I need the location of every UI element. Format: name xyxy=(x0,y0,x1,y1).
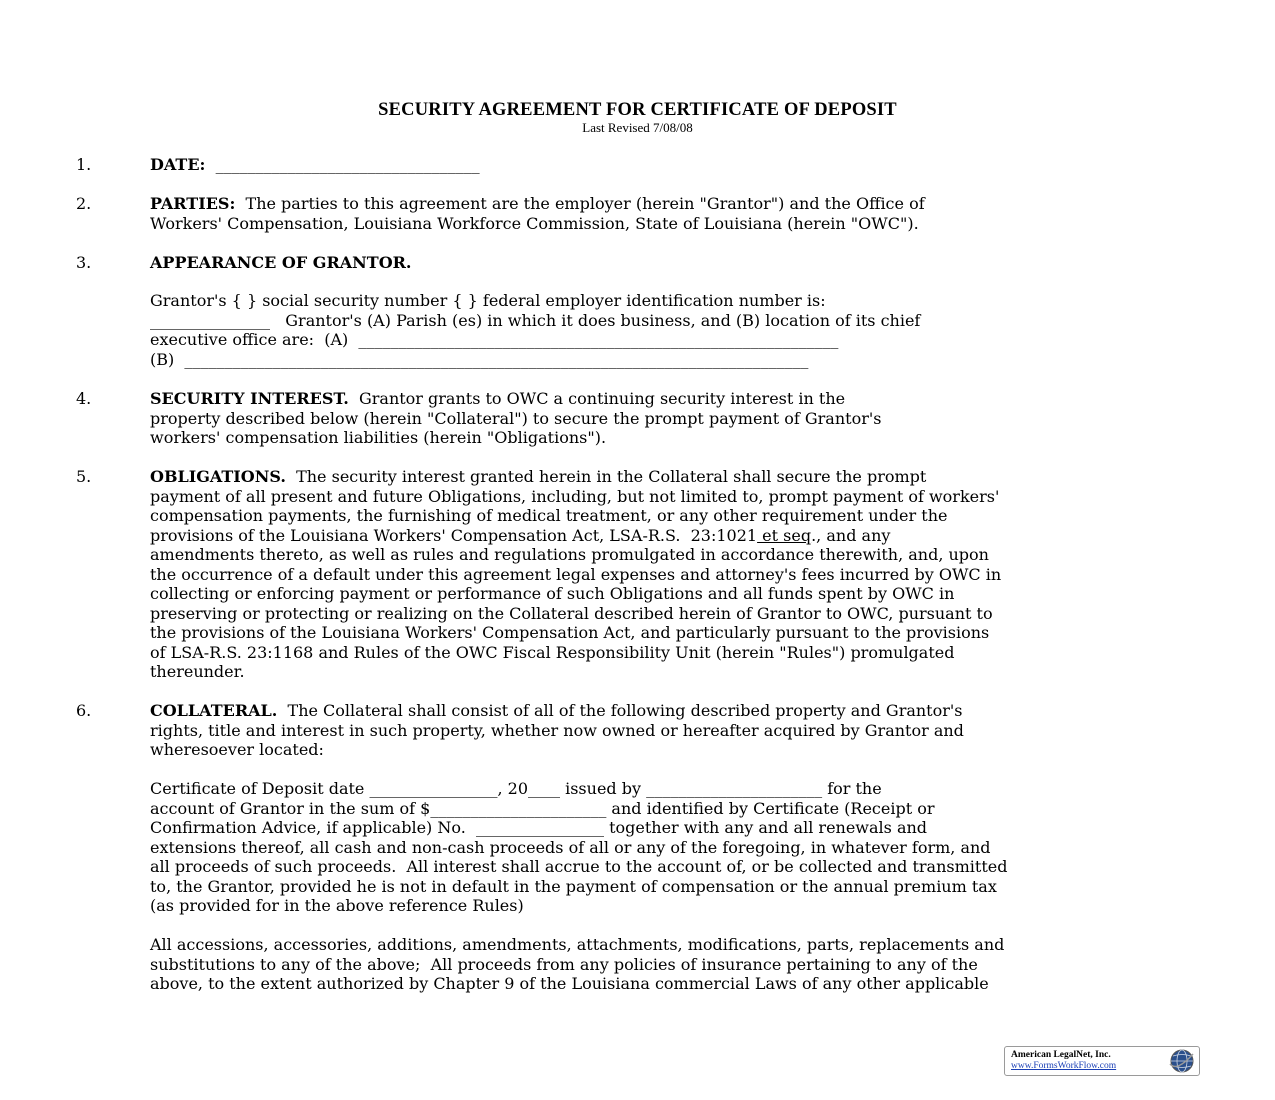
cd-line-1: Certificate of Deposit date ________________, 20____ issued by ______________________ for the xyxy=(150,779,882,798)
section-5-heading: OBLIGATIONS. xyxy=(150,467,286,486)
section-1-date xyxy=(150,155,480,175)
date-blank: _________________________________ xyxy=(205,155,480,174)
section-5-line-6: the occurrence of a default under this agreement legal expenses and attorney's fees incurred by OWC in xyxy=(150,564,1002,584)
section-6-line-2: rights, title and interest in such property, whether now owned or hereafter acquired by Grantor and xyxy=(150,720,964,740)
document-revision: Last Revised 7/08/08 xyxy=(582,120,693,135)
section-4-number: 4. xyxy=(76,389,92,408)
cd-line-2: account of Grantor in the sum of $______________________ and identified by Certificate (Receipt or xyxy=(150,798,935,818)
accessions-line-2: substitutions to any of the above; All proceeds from any policies of insurance pertaining to any of the xyxy=(150,954,978,974)
globe-icon xyxy=(1169,1048,1195,1074)
section-6-text: The Collateral shall consist of all of the following described property and Grantor's xyxy=(277,701,963,720)
grantor-office-a-line: executive office are: (A) ____________________________________________________________ xyxy=(150,330,839,349)
grantor-id-line: Grantor's { } social security number { } federal employer identification number is: xyxy=(150,291,826,310)
section-5-line-10: of LSA-R.S. 23:1168 and Rules of the OWC Fiscal Responsibility Unit (herein "Rules") promulgated xyxy=(150,642,955,662)
section-5-line-11: thereunder. xyxy=(150,662,245,681)
et-seq-text: et seq xyxy=(757,525,812,545)
section-5-line-2: payment of all present and future Obligations, including, but not limited to, prompt payment of workers' xyxy=(150,486,1000,506)
section-5-line-7: collecting or enforcing payment or performance of such Obligations and all funds spent by OWC in xyxy=(150,584,955,603)
section-5-line-3: compensation payments, the furnishing of medical treatment, or any other requirement under the xyxy=(150,506,948,525)
grantor-parish-line: _______________ Grantor's (A) Parish (es) in which it does business, and (B) location of its chief xyxy=(150,310,921,330)
logo-url-link[interactable]: www.FormsWorkFlow.com xyxy=(1011,1061,1117,1071)
section-5-line-1 xyxy=(150,467,926,487)
cd-line-3: Confirmation Advice, if applicable) No. ________________ together with any and all renewals and xyxy=(150,818,928,837)
section-6-number: 6. xyxy=(76,701,92,720)
section-1-heading: DATE: xyxy=(150,155,206,174)
section-4-line-3: workers' compensation liabilities (herein "Obligations"). xyxy=(150,428,607,447)
document-title: SECURITY AGREEMENT FOR CERTIFICATE OF DEPOSIT xyxy=(378,100,897,120)
section-4-line-2: property described below (herein "Collateral") to secure the prompt payment of Grantor's xyxy=(150,408,882,428)
section-2-heading: PARTIES: xyxy=(150,194,236,213)
section-2-line-2: Workers' Compensation, Louisiana Workforce Commission, State of Louisiana (herein "OWC"). xyxy=(150,213,919,233)
section-5-line-8: preserving or protecting or realizing on the Collateral described herein of Grantor to OWC, pursuant to xyxy=(150,603,993,623)
section-4-heading: SECURITY INTEREST. xyxy=(150,389,349,408)
section-3-number: 3. xyxy=(76,253,92,272)
section-2-line-1 xyxy=(150,194,925,214)
section-5-line-4 xyxy=(150,526,890,546)
grantor-office-b-line: (B) ______________________________________________________________________________ xyxy=(150,349,809,369)
section-5-number: 5. xyxy=(76,467,92,486)
section-5-citation-tail: ., and any xyxy=(811,525,891,545)
section-4-line-1 xyxy=(150,389,845,409)
cd-line-7: (as provided for in the above reference Rules) xyxy=(150,896,524,915)
section-5-line-5: amendments thereto, as well as rules and regulations promulgated in accordance therewith, and, upon xyxy=(150,545,989,564)
american-legalnet-logo[interactable] xyxy=(1004,1046,1200,1076)
accessions-line-3: above, to the extent authorized by Chapter 9 of the Louisiana commercial Laws of any other applicable xyxy=(150,974,989,993)
section-5-line-9: the provisions of the Louisiana Workers' Compensation Act, and particularly pursuant to the provisions xyxy=(150,623,990,642)
section-6-line-1 xyxy=(150,701,963,721)
section-5-text: The security interest granted herein in the Collateral shall secure the prompt xyxy=(285,467,927,486)
cd-line-5: all proceeds of such proceeds. All interest shall accrue to the account of, or be collected and transmitted xyxy=(150,857,1008,876)
logo-company-name: American LegalNet, Inc. xyxy=(1011,1050,1111,1060)
section-2-text: The parties to this agreement are the employer (herein "Grantor") and the Office of xyxy=(235,194,925,213)
section-1-number: 1. xyxy=(76,155,92,174)
cd-line-4: extensions thereof, all cash and non-cash proceeds of all or any of the foregoing, in whatever form, and xyxy=(150,837,991,857)
section-2-number: 2. xyxy=(76,194,92,213)
section-6-line-3: wheresoever located: xyxy=(150,740,324,759)
section-6-heading: COLLATERAL. xyxy=(150,701,278,720)
cd-line-6: to, the Grantor, provided he is not in default in the payment of compensation or the annual premium tax xyxy=(150,876,997,896)
section-4-text: Grantor grants to OWC a continuing security interest in the xyxy=(348,389,846,408)
section-3-heading: APPEARANCE OF GRANTOR. xyxy=(150,253,412,272)
accessions-line-1: All accessions, accessories, additions, amendments, attachments, modifications, parts, replacements and xyxy=(150,935,1005,954)
section-5-citation: provisions of the Louisiana Workers' Compensation Act, LSA-R.S. 23:1021 xyxy=(150,525,758,545)
